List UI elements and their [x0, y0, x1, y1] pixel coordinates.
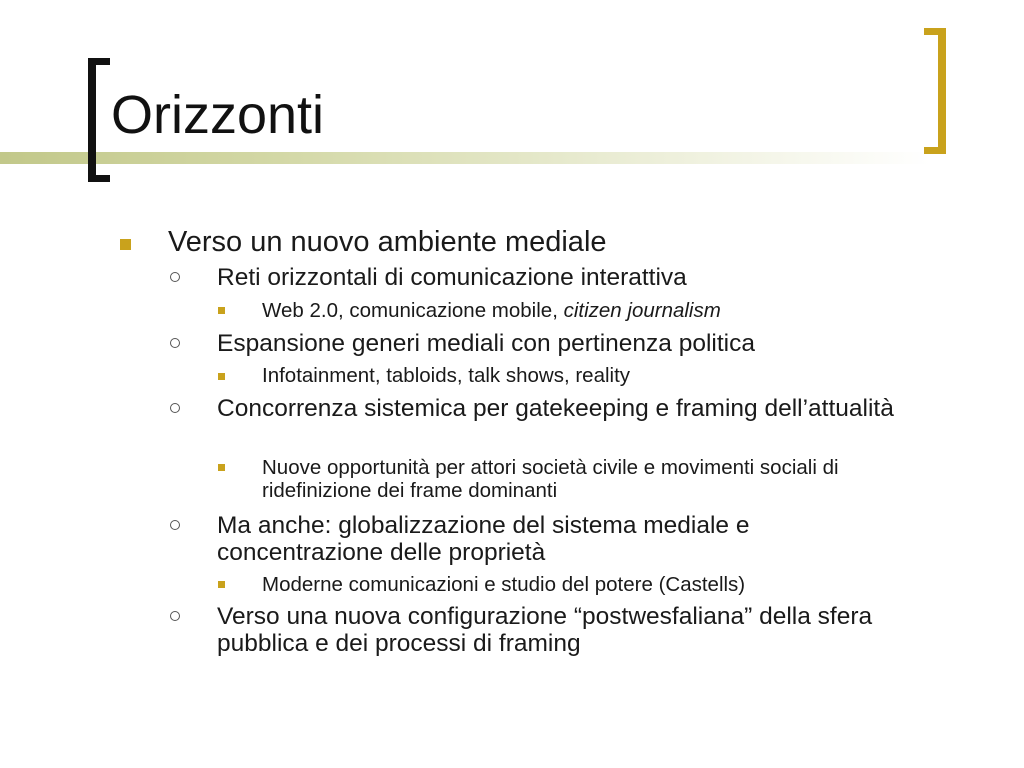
hollow-circle-bullet-icon — [170, 403, 180, 413]
bullet-level3-item: Nuove opportunità per attori società civile e movimenti sociali di ridefinizione dei frame dominanti — [262, 456, 839, 502]
square-bullet-icon — [120, 239, 131, 250]
bullet-level1-item: Verso un nuovo ambiente mediale — [168, 226, 607, 258]
bullet-level2-item: Reti orizzontali di comunicazione interattiva — [217, 264, 687, 291]
bullet-level2-item: Concorrenza sistemica per gatekeeping e framing dell’attualità — [217, 395, 894, 422]
bullet-level2-item: Verso una nuova configurazione “postwesfaliana” della sfera pubblica e dei processi di framing — [217, 603, 873, 657]
hollow-circle-bullet-icon — [170, 611, 180, 621]
italic-text: citizen journalism — [563, 299, 721, 322]
left-bracket-decoration — [88, 58, 110, 182]
bullet-level3-item: Infotainment, tabloids, talk shows, reality — [262, 364, 631, 387]
hollow-circle-bullet-icon — [170, 338, 180, 348]
slide-title: Orizzonti — [111, 85, 325, 145]
small-square-bullet-icon — [218, 581, 225, 588]
small-square-bullet-icon — [218, 464, 225, 471]
title-gradient-band — [0, 152, 930, 164]
bullet-level2-item: Espansione generi mediali con pertinenza politica — [217, 330, 755, 357]
bullet-text: Web 2.0, comunicazione mobile, — [262, 299, 564, 322]
small-square-bullet-icon — [218, 307, 225, 314]
bullet-level3-item — [262, 299, 902, 322]
small-square-bullet-icon — [218, 373, 225, 380]
bullet-level2-item: Ma anche: globalizzazione del sistema mediale e concentrazione delle proprietà — [217, 512, 750, 566]
bullet-level3-item: Moderne comunicazioni e studio del potere (Castells) — [262, 573, 746, 596]
right-bracket-decoration — [924, 28, 946, 154]
hollow-circle-bullet-icon — [170, 272, 180, 282]
hollow-circle-bullet-icon — [170, 520, 180, 530]
